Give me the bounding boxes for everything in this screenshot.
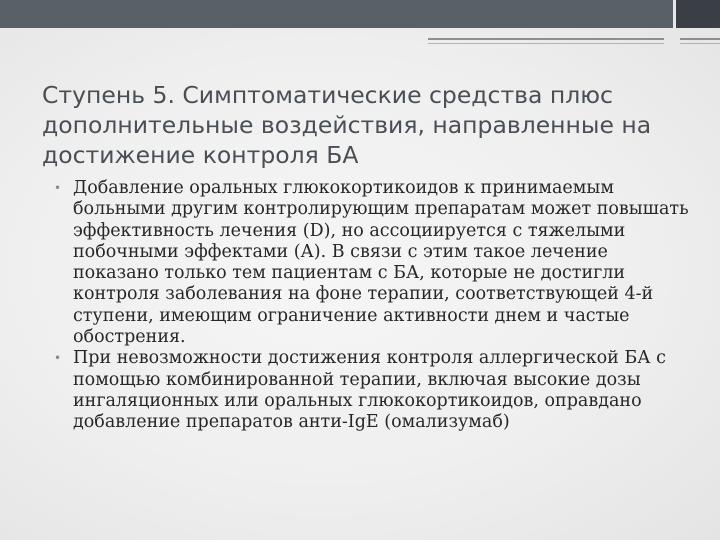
decorative-rule-end-top <box>680 38 720 40</box>
bullet-item <box>52 348 692 433</box>
bullet-text: При невозможности достижения контроля аллергической БА с помощью комбинированной терапии, включая высокие дозы ингаляционных или оральных глюкокортикоидов, оправдано добавление препаратов анти-IgE (омализумаб) <box>73 348 666 433</box>
bullet-item <box>52 178 692 348</box>
decorative-rule-top <box>428 38 664 40</box>
decorative-rule-bottom <box>428 43 664 44</box>
header-band-accent <box>676 0 720 28</box>
bullet-marker: • <box>54 181 62 195</box>
slide-title: Ступень 5. Симптоматические средства плюс дополнительные воздействия, направленные на достижение контроля БА <box>42 81 652 169</box>
decorative-rule-end-bottom <box>680 43 720 44</box>
header-band <box>0 0 720 28</box>
bullet-text: Добавление оральных глюкокортикоидов к принимаемым больными другим контролирующим препаратам может повышать эффективность лечения (D), но ассоциируется с тяжелыми побочными эффектами (А). В связи с этим такое лечение показано только тем пациентам с БА, которые не достигли контроля заболевания на фоне терапии, соответствующей 4-й ступени, имеющим ограничение активности днем и частые обострения. <box>73 178 689 348</box>
bullet-list <box>52 178 692 434</box>
bullet-marker: • <box>54 351 62 366</box>
